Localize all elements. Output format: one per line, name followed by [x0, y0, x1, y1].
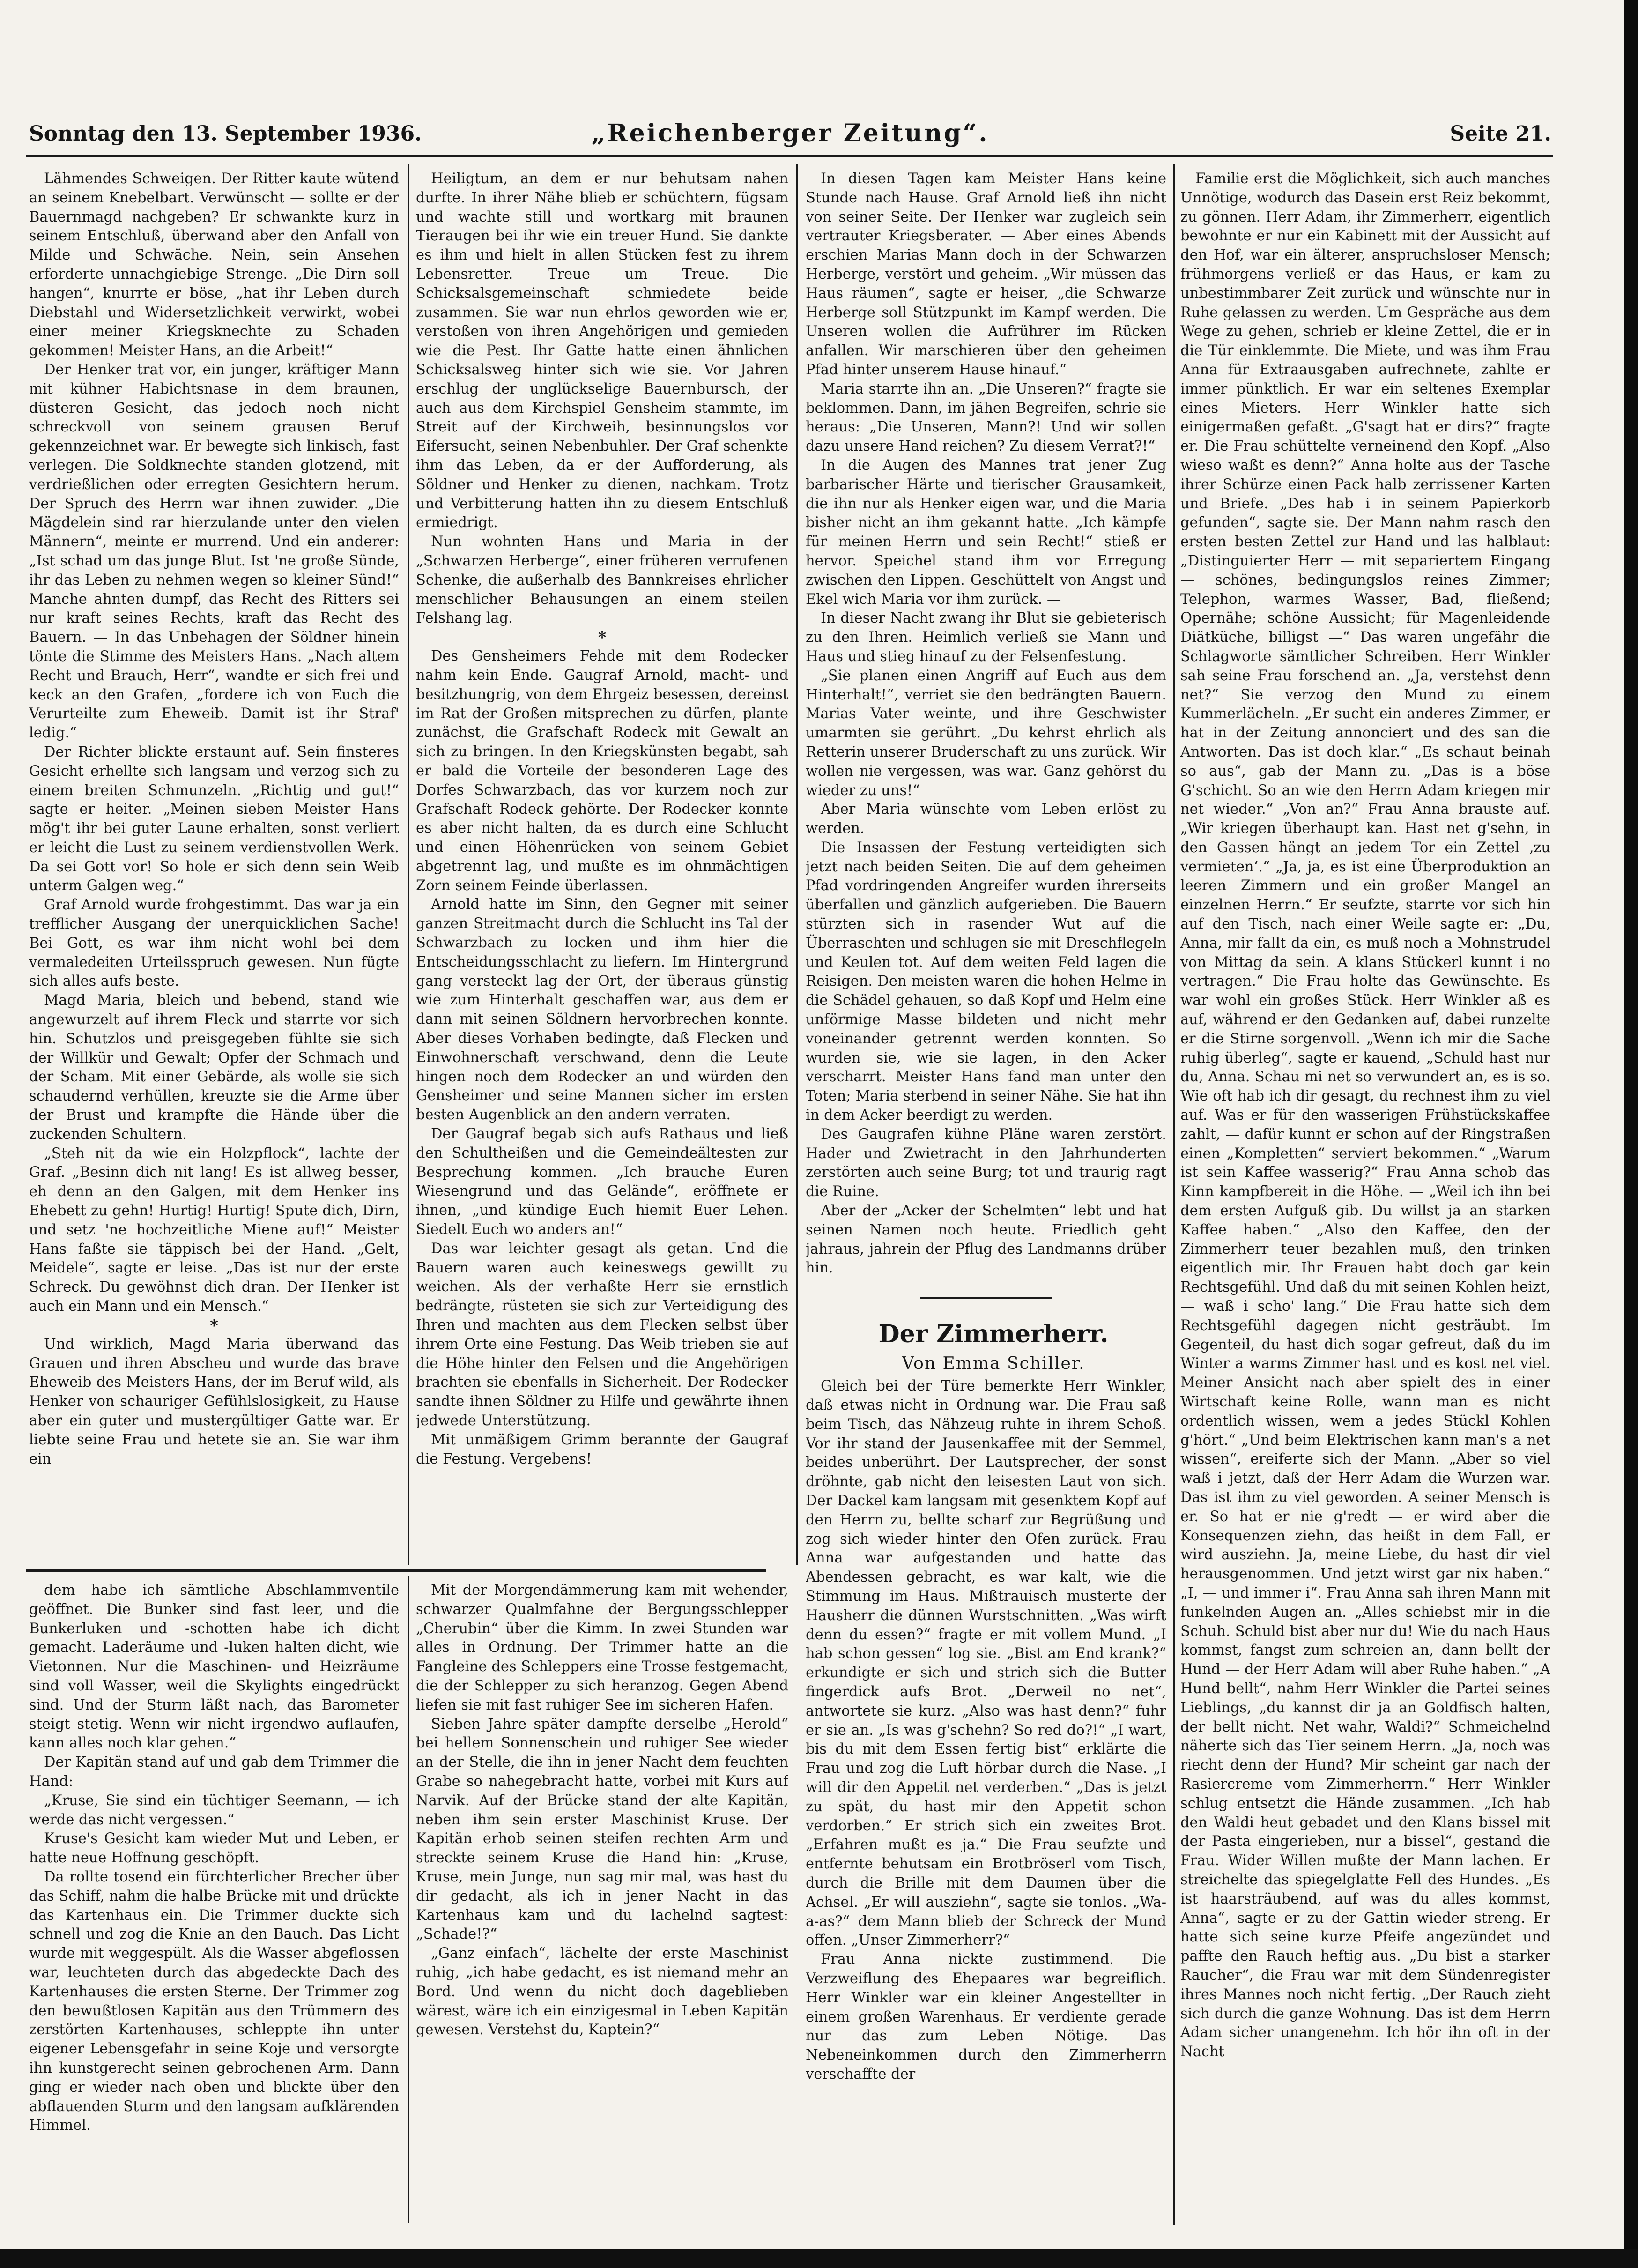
- paragraph: Mit der Morgendämmerung kam mit wehender, schwarzer Qualmfahne der Bergungsschlepper „Cherubin“ über die Kimm. In zwei Stunden war alles in Ordnung. Der Trimmer hatte an die Fangleine des Schleppers eine Trosse festgemacht, die der Schlepper zu sich heranzog. Gegen Abend liefen sie mit fast ruhiger See im sicheren Hafen.: [416, 1582, 788, 1713]
- paragraph: Das war leichter gesagt als getan. Und die Bauern waren auch keineswegs gewillt zu weichen. Als der verhaßte Herr sie ernstlich bedrängte, rüsteten sie sich zur Verteidigung des Ihren und machten aus dem Flecken selbst über ihrem Orte eine Festung. Das Weib trieben sie auf die Höhe hinter den Felsen und die Angehörigen brachten sie ebenfalls in Sicherheit. Der Rodecker sandte ihnen Söldner zu Hilfe und gewährte ihnen jedwede Unterstützung.: [416, 1240, 788, 1429]
- paragraph: Und wirklich, Magd Maria überwand das Grauen und ihren Abscheu und wurde das brave Eheweib des Meisters Hans, der im Beruf wild, als Henker von schauriger Gefühlslosigkeit, zu Hause aber ein guter und mustergültiger Gatte war. Er liebte seine Frau und hetete sie an. Sie war ihm ein: [29, 1336, 399, 1467]
- paragraph: dem habe ich sämtliche Abschlammventile geöffnet. Die Bunker sind fast leer, und die Bunkerluken und -schotten habe ich dicht gemacht. Laderäume und -luken halten dicht, wie Vietonnen. Nur die Maschinen- und Heizräume sind voll Wasser, weil die Skylights eingedrückt sind. Und der Sturm läßt nach, das Barometer steigt stetig. Wenn wir nicht irgendwo auflaufen, kann alles noch klar gehen.“: [29, 1582, 399, 1752]
- paragraph: „Sie planen einen Angriff auf Euch aus dem Hinterhalt!“, verriet sie den bedrängten Bauern. Marias Vater weinte, und ihre Geschwister umarmten sie gerührt. „Du kehrst ehrlich als Retterin unserer Bruderschaft zu uns zurück. Wir wollen nie vergessen, was war. Ganz gehörst du wieder zu uns!“: [806, 667, 1166, 799]
- article-column-3: [806, 170, 1166, 2226]
- story-author: Von Emma Schiller.: [902, 1354, 1085, 1374]
- article-column-1: [29, 170, 399, 1566]
- article-column-2: [416, 170, 788, 1566]
- paragraph: „Steh nit da wie ein Holzpflock“, lachte der Graf. „Besinn dich nit lang! Es ist allweg besser, eh denn an den Galgen, mit dem Henker ins Ehebett zu gehn! Hurtig! Hurtig! Spute dich, Dirn, und setz 'ne hochzeitliche Miene auf!“ Meister Hans faßte sie täppisch bei der Hand. „Gelt, Meidele“, sagte er leise. „Das ist nur der erste Schreck. Du gewöhnst dich dran. Der Henker ist auch ein Mann und ein Mensch.“: [29, 1145, 399, 1315]
- article-column-4: [1180, 170, 1550, 2226]
- header-date: Sonntag den 13. September 1936.: [29, 122, 422, 146]
- section-separator: *: [598, 628, 607, 647]
- paragraph: Frau Anna nickte zustimmend. Die Verzweiflung des Ehepaares war begreiflich. Herr Winkler war ein kleiner Angestellter in einem großen Warenhaus. Er verdiente gerade nur das zum Leben Nötige. Das Nebeneinkommen durch den Zimmerherrn verschaffte der: [806, 1951, 1166, 2082]
- paragraph: In diesen Tagen kam Meister Hans keine Stunde nach Hause. Graf Arnold ließ ihn nicht von seiner Seite. Der Henker war zugleich sein vertrauter Kriegsberater. — Aber eines Abends erschien Marias Mann doch in der Schwarzen Herberge, verstört und geheim. „Wir müssen das Haus räumen“, sagte er heiser, „die Schwarze Herberge soll Stützpunkt im Kampf werden. Die Unseren wollen die Aufrührer im Rücken anfallen. Wir marschieren über den geheimen Pfad hinter unserem Hause hinauf.“: [806, 171, 1166, 378]
- paragraph: Der Kapitän stand auf und gab dem Trimmer die Hand:: [29, 1754, 399, 1790]
- paragraph: Familie erst die Möglichkeit, sich auch manches Unnötige, wodurch das Dasein erst Reiz bekommt, zu gönnen. Herr Adam, ihr Zimmerherr, eigentlich bewohnte er nur ein Kabinett mit der Aussicht auf den Hof, war ein älterer, anspruchsloser Mensch; frühmorgens verließ er das Haus, er kam zu unbestimmbarer Zeit zurück und wünschte nur in Ruhe gelassen zu werden. Um Gespräche aus dem Wege zu gehen, schrieb er kleine Zettel, die er in die Tür einklemmte. Die Miete, und was ihm Frau Anna für Extraausgaben aufrechnete, zahlte er immer pünktlich. Er war ein seltenes Exemplar eines Mieters. Herr Winkler hatte sich einigermaßen gefaßt. „G'sagt hat er dirs?“ fragte er. Die Frau schüttelte verneinend den Kopf. „Also wieso waßt es denn?“ Anna holte aus der Tasche ihrer Schürze einen Pack halb zerrissener Karten und Briefe. „Des hab i in seinem Papierkorb gefunden“, sagte sie. Der Mann nahm rasch den ersten besten Zettel zur Hand und las halblaut: „Distinguierter Herr — mit separiertem Eingang — schönes, bedingungslos reines Zimmer; Telephon, warmes Wasser, Bad, fließend; Opernähe; schöne Aussicht; für Magenleidende Diätküche, billigst —“ Das waren ungefähr die Schlagworte sämtlicher Schreiben. Herr Winkler sah seine Frau forschend an. „Ja, verstehst denn net?“ Sie verzog den Mund zu einem Kummerlächeln. „Er sucht ein anderes Zimmer, er hat in der Zeitung annonciert und des san die Antworten. Das ist doch klar.“ „Es schaut beinah so aus“, gab der Mann zu. „Das is a böse G'schicht. So an wie den Herrn Adam kriegen mir net wieder.“ „Von an?“ Frau Anna brauste auf. „Wir kriegen überhaupt kan. Hast net g'sehn, in den Gassen hängt an jedem Tor ein Zettel ‚zu vermieten‘.“ „Ja, ja, es ist eine Überproduktion an leeren Zimmern und ein großer Mangel an einzelnen Herrn.“ Er seufzte, starrte vor sich hin auf den Tisch, nach einer Weile sagte er: „Du, Anna, mir fallt da ein, es muß noch a Mohnstrudel von Mittag da sein. A klans Stückerl kunnt i no vertragen.“ Die Frau holte das Gewünschte. Es war wohl ein großes Stück. Herr Winkler aß es auf, während er den Gedanken auf, dabei runzelte er die Stirne sorgenvoll. „Wenn ich mir die Sache ruhig überleg“, sagte er kauend, „Schuld hast nur du, Anna. Schau mi net so verwundert an, es is so. Wie oft hab ich dir gesagt, du rechnest ihm zu viel auf. Was er für den wasserigen Frühstückskaffee zahlt, — dafür kunnt er schon auf der Ringstraßen einen „Kompletten“ serviert bekommen.“ „Warum ist sein Kaffee wasserig?“ Frau Anna schob das Kinn kampfbereit in die Höhe. — „Weil ich ihn bei dem ersten Aufguß gib. Du willst ja an starken Kaffee haben.“ „Also den Kaffee, den der Zimmerherr teuer bezahlen muß, den trinken eigentlich mir. Ihr Frauen habt doch gar kein Rechtsgefühl. Und daß du mit seinen Kohlen heizt, — waß i scho' lang.“ Die Frau hatte sich dem Rechtsgefühl dagegen nicht gesträubt. Im Gegenteil, du hast dich sogar gefreut, daß du im Winter a warms Zimmer hast und es kost net viel. Meiner Ansicht nach aber spielt des in einer Wirtschaft keine Rolle, wann man es nicht ordentlich wissen, wem a jedes Stückl Kohlen g'hört.“ „Und beim Elektrischen kann man's a net wissen“, ereiferte sich der Mann. „Aber so viel waß i jetzt, daß der Herr Adam die Wurzen war. Das ist ihm zu viel geworden. A seiner Mensch is er. So hat er nie g'redt — er wird aber die Konsequenzen ziehn, das heißt in dem Fall, er wird ausziehn. Ja, meine Liebe, du hast dir viel herausgenommen. Und jetzt wirst gar nix haben.“ „I, — und immer i“. Frau Anna sah ihren Mann mit funkelnden Augen an. „Alles schiebst mir in die Schuh. Schuld bist aber nur du! Wie du nach Haus kommst, fangst zum schreien an, dann bellt der Hund — der Herr Adam will aber Ruhe haben.“ „A Hund bellt“, nahm Herr Winkler die Partei seines Lieblings, „du kannst dir ja an Goldfisch halten, der bellt nicht. Net wahr, Waldi?“ Schmeichelnd näherte sich das Tier seinem Herrn. „Ja, noch was riecht denn der Hund? Mir scheint gar nach der Rasiercreme vom Zimmerherrn.“ Herr Winkler schlug entsetzt die Hände zusammen. „Ich hab den Waldi heut gebadet und den Klans bissel mit der Pasta eingerieben, nur a bissel“, gestand die Frau. Wider Willen mußte der Mann lachen. Er streichelte das spiegelglatte Fell des Hundes. „Es ist haarsträubend, auf was du alles kommst, Anna“, sagte er zu der Gattin wieder streng. Er hatte sich seine kurze Pfeife angezündet und paffte den Rauch heftig aus. „Du bist a starker Raucher“, die Frau war mit dem Sündenregister ihres Mannes noch nicht fertig. „Der Rauch zieht sich durch die ganze Wohnung. Das ist dem Herrn Adam sicher unangenehm. Ich hör ihn oft in der Nacht: [1180, 171, 1550, 2060]
- scan-border-right: [1624, 0, 1638, 2268]
- lower-article-column-1: [29, 1581, 399, 2223]
- section-rule: [26, 1569, 766, 1572]
- paragraph: Mit unmäßigem Grimm berannte der Gaugraf die Festung. Vergebens!: [416, 1431, 788, 1467]
- paragraph: In dieser Nacht zwang ihr Blut sie gebieterisch zu den Ihren. Heimlich verließ sie Mann und Haus und stieg hinauf zu der Felsenfestung.: [806, 610, 1166, 665]
- column-rule-2: [796, 164, 798, 1565]
- article-column-3-part-b: [806, 1377, 1166, 2084]
- scan-border-bottom: [0, 2249, 1638, 2268]
- column-rule-1: [408, 164, 409, 1565]
- story-title: Der Zimmerherr.: [878, 1320, 1109, 1349]
- paragraph: Der Richter blickte erstaunt auf. Sein finsteres Gesicht erhellte sich langsam und verzog sich zu einem breiten Schmunzeln. „Richtig und gut!“ sagte er heiter. „Meinen sieben Meister Hans mög't ihr bei guter Laune erhalten, sonst verliert er leicht die Lust zu seinem verdienstvollen Werk. Da sei Gott vor! So hole er sich denn sein Weib unterm Galgen weg.“: [29, 744, 399, 894]
- paragraph: „Kruse, Sie sind ein tüchtiger Seemann, — ich werde das nicht vergessen.“: [29, 1792, 399, 1828]
- paragraph: Lähmendes Schweigen. Der Ritter kaute wütend an seinem Knebelbart. Verwünscht — sollte er der Bauernmagd nachgeben? Er schwankte kurz in seinem Entschluß, überwand aber den Anfall von Milde und Schwäche. Nein, sein Ansehen erforderte unnachgiebige Strenge. „Die Dirn soll hangen“, knurrte er böse, „hat ihr Leben durch Diebstahl und Widersetzlichkeit verwirkt, wobei einer meiner Kriegsknechte zu Schaden gekommen! Meister Hans, an die Arbeit!“: [29, 171, 399, 359]
- newspaper-name: „Reichenberger Zeitung“.: [591, 119, 989, 148]
- paragraph: Magd Maria, bleich und bebend, stand wie angewurzelt auf ihrem Fleck und starrte vor sich hin. Schutzlos und preisgegeben fühlte sie sich der Willkür und Gewalt; Opfer der Schmach und der Scham. Mit einer Gebärde, als wolle sie sich schaudernd verhüllen, kreuzte sie die Arme über der Brust und krampfte die Hände über die zuckenden Schultern.: [29, 992, 399, 1143]
- paragraph: Die Insassen der Festung verteidigten sich jetzt nach beiden Seiten. Die auf dem geheimen Pfad vordringenden Angreifer wurden ihrerseits überfallen und gänzlich aufgerieben. Die Bauern stürzten sich in rasender Wut auf die Überraschten und schlugen sie mit Dreschflegeln und Keulen tot. Auf dem weiten Feld lagen die Reisigen. Den meisten waren die hohen Helme in die Schädel gehauen, so daß Kopf und Helm eine unförmige Masse bildeten und nicht mehr voneinander getrennt werden konnten. So wurden sie, wie sie lagen, in den Acker verscharrt. Meister Hans fand man unter den Toten; Maria sterbend in seiner Nähe. Sie hat ihn in dem Acker beerdigt zu werden.: [806, 839, 1166, 1124]
- paragraph: Sieben Jahre später dampfte derselbe „Herold“ bei hellem Sonnenschein und ruhiger See wieder an der Stelle, die ihn in jener Nacht dem feuchten Grabe so nahegebracht hatte, vorbei mit Kurs auf Narvik. Auf der Brücke stand der alte Kapitän, neben ihm sein erster Maschinist Kruse. Der Kapitän erhob seinen steifen rechten Arm und streckte seinem Kruse die Hand hin: „Kruse, Kruse, mein Junge, nun sag mir mal, was hast du dir gedacht, als ich in jener Nacht in das Kartenhaus kam und du lachelnd sagtest: „Schade!?“: [416, 1716, 788, 1943]
- story-separator: [920, 1297, 1052, 1299]
- paragraph: Der Henker trat vor, ein junger, kräftiger Mann mit kühner Habichtsnase in dem braunen, düsteren Gesicht, das jedoch noch nicht schreckvoll von seinem grausen Beruf gekennzeichnet war. Er bewegte sich linkisch, fast verlegen. Die Soldknechte standen glotzend, mit verdrießlichen oder erregten Gesichtern herum. Der Spruch des Herrn war ihnen zuwider. „Die Mägdelein sind rar hierzulande unter den vielen Männern“, meinte er murrend. Und ein anderer: „Ist schad um das junge Blut. Ist 'ne große Sünde, ihr das Leben zu nehmen wegen so kleiner Sünd!“ Manche ahnten dumpf, das Recht des Ritters sei nur kraft seines Rechts, kraft das Recht des Bauern. — In das Unbehagen der Söldner hinein tönte die Stimme des Meisters Hans. „Nach altem Recht und Brauch, Herr“, wandte er sich frei und keck an den Grafen, „fordere ich von Euch die Verurteilte zum Eheweib. Damit ist ihr Straf' ledig.“: [29, 361, 399, 742]
- paragraph: Graf Arnold wurde frohgestimmt. Das war ja ein trefflicher Ausgang der unerquicklichen Sache! Bei Gott, es war ihm nicht wohl bei dem vermaledeiten Urteilsspruch gewesen. Nun fügte sich alles aufs beste.: [29, 897, 399, 990]
- paragraph: „Ganz einfach“, lächelte der erste Maschinist ruhig, „ich habe gedacht, es ist niemand mehr an Bord. Und wenn du nicht doch dageblieben wärest, wäre ich ein einzigesmal in Leben Kapitän gewesen. Verstehst du, Kaptein?“: [416, 1945, 788, 2038]
- paragraph: Da rollte tosend ein fürchterlicher Brecher über das Schiff, nahm die halbe Brücke mit und drückte das Kartenhaus ein. Die Trimmer duckte sich schnell und zog die Knie an den Bauch. Das Licht wurde mit weggespült. Als die Wasser abgeflossen war, leuchteten durch das abgedeckte Dach des Kartenhauses die ersten Sterne. Der Trimmer zog den bewußtlosen Kapitän aus den Trümmern des zerstörten Kartenhauses, schleppte ihn unter eigener Lebensgefahr in seine Koje und versorgte ihn kunstgerecht seinen gebrochenen Arm. Dann ging er wieder nach oben und blickte über den abflauenden Sturm und den langsam aufklärenden Himmel.: [29, 1868, 399, 2134]
- paragraph: Des Gaugrafen kühne Pläne waren zerstört. Hader und Zwietracht in den Jahrhunderten zerstörten auch seine Burg; tot und traurig ragt die Ruine.: [806, 1126, 1166, 1200]
- paragraph: In die Augen des Mannes trat jener Zug barbarischer Härte und tierischer Grausamkeit, die ihn nur als Henker eigen war, und die Maria bisher nicht an ihm gekannt hatte. „Ich kämpfe für meinen Herrn und sein Recht!“ stieß er hervor. Speichel stand ihm vor Erregung zwischen den Lippen. Geschüttelt von Angst und Ekel wich Maria vor ihm zurück. —: [806, 457, 1166, 608]
- section-separator: *: [210, 1316, 218, 1335]
- paragraph: Aber Maria wünschte vom Leben erlöst zu werden.: [806, 801, 1166, 837]
- paragraph: Arnold hatte im Sinn, den Gegner mit seiner ganzen Streitmacht durch die Schlucht ins Tal der Schwarzbach zu locken und ihm hier die Entscheidungsschlacht zu liefern. Im Hintergrund gang versteckt lag der Ort, der überaus günstig wie zum Hinterhalt geschaffen war, aus dem er dann mit seinen Söldnern hervorbrechen konnte. Aber dieses Vorhaben bedingte, daß Flecken und Einwohnerschaft verschwand, denn die Leute hingen noch dem Rodecker an und würden den Gensheimer und seine Mannen sicher im ersten besten Augenblick an den andern verraten.: [416, 896, 788, 1123]
- lower-article-column-2: [416, 1581, 788, 2223]
- paragraph: Nun wohnten Hans und Maria in der „Schwarzen Herberge“, einer früheren verrufenen Schenke, die außerhalb des Bannkreises ehrlicher menschlicher Behausungen an einem steilen Felshang lag.: [416, 534, 788, 627]
- paragraph: Des Gensheimers Fehde mit dem Rodecker nahm kein Ende. Gaugraf Arnold, macht- und besitzhungrig, von dem Ehrgeiz besessen, dereinst im Rat der Großen mitsprechen zu dürfen, plante zunächst, die Grafschaft Rodeck mit Gewalt an sich zu bringen. In den Kriegskünsten begabt, sah er bald die Vorteile der besonderen Lage des Dorfes Schwarzbach, das vor kurzem noch zur Grafschaft Rodeck gehörte. Der Rodecker konnte es aber nicht halten, da es durch eine Schlucht und einen Höhenrücken von seinem Gebiet abgetrennt lag, und mußte es im ohnmächtigen Zorn seinem Feinde überlassen.: [416, 648, 788, 894]
- paragraph: Der Gaugraf begab sich aufs Rathaus und ließ den Schultheißen und die Gemeindeältesten zur Besprechung kommen. „Ich brauche Euren Wiesengrund und das Gelände“, eröffnete er ihnen, „und kündige Euch hiemit Euer Lehen. Siedelt Euch wo anders an!“: [416, 1126, 788, 1238]
- paragraph: Maria starrte ihn an. „Die Unseren?“ fragte sie beklommen. Dann, im jähen Begreifen, schrie sie heraus: „Die Unseren, Mann?! Und wir sollen dazu unsere Hand reichen? Zu diesem Verrat?!“: [806, 380, 1166, 455]
- paragraph: Aber der „Acker der Schelmten“ lebt und hat seinen Namen noch heute. Friedlich geht jahraus, jahrein der Pflug des Landmanns drüber hin.: [806, 1203, 1166, 1277]
- paragraph: Kruse's Gesicht kam wieder Mut und Leben, er hatte neue Hoffnung geschöpft.: [29, 1830, 399, 1866]
- page-number: Seite 21.: [1450, 122, 1551, 146]
- page-header: [29, 108, 1551, 159]
- header-rule: [26, 155, 1553, 157]
- column-rule-lower: [408, 1576, 409, 2223]
- column-rule-3: [1173, 164, 1175, 2225]
- paragraph: Heiligtum, an dem er nur behutsam nahen durfte. In ihrer Nähe blieb er schüchtern, fügsam und wachte still und wortkarg mit braunen Tieraugen bei ihr wie ein treuer Hund. Sie dankte es ihm und hielt in allen Stücken fest zu ihrem Lebensretter. Treue um Treue. Die Schicksalsgemeinschaft schmiedete beide zusammen. Sie war nun ehrlos geworden wie er, verstoßen von ihren Angehörigen und gemieden wie die Pest. Ihr Gatte hatte einen ähnlichen Schicksalsweg hinter sich wie sie. Vor Jahren erschlug der unglückselige Bauernbursch, der auch aus dem Kirchspiel Gensheim stammte, im Streit auf der Kirchweih, besinnungslos vor Eifersucht, seinen Nebenbuhler. Der Graf schenkte ihm das Leben, da er der Aufforderung, als Söldner und Henker zu dienen, nachkam. Trotz und Verbitterung hatten ihn zu diesem Entschluß ermiedrigt.: [416, 171, 788, 531]
- paragraph: Gleich bei der Türe bemerkte Herr Winkler, daß etwas nicht in Ordnung war. Die Frau saß beim Tisch, das Nähzeug ruhte in ihrem Schoß. Vor ihr stand der Jausenkaffee mit der Semmel, beides unberührt. Der Lautsprecher, der sonst dröhnte, gab nicht den leisesten Laut von sich. Der Dackel kam langsam mit gesenktem Kopf auf den Herrn zu, bellte scharf zur Begrüßung und zog sich wieder hinter den Ofen zurück. Frau Anna war aufgestanden und hatte das Abendessen gebracht, es war kalt, wie die Stimmung im Haus. Mißtrauisch musterte der Hausherr die dünnen Wurstschnitten. „Was wirft denn du essen?“ fragte er mit vollem Mund. „I hab schon gessen“ log sie. „Bist am End krank?“ erkundigte er sich und strich sich die Butter fingerdick aufs Brot. „Derweil no net“, antwortete sie kurz. „Also was hast denn?“ fuhr er sie an. „Is was g'schehn? So red do?!“ „I wart, bis du mit dem Essen fertig bist“ erklärte die Frau und zog die Luft hörbar durch die Nase. „I will dir den Appetit net verderben.“ „Das is jetzt zu spät, du hast mir den Appetit schon verdorben.“ Er strich sich ein zweites Brot. „Erfahren mußt es ja.“ Die Frau seufzte und entfernte behutsam ein Brotbröserl vom Tisch, durch die Brille mit dem Daumen über die Achsel. „Er will ausziehn“, sagte sie tonlos. „Wa-a-as?“ dem Mann blieb der Schreck der Mund offen. „Unser Zimmerherr?“: [806, 1378, 1166, 1949]
- article-column-3-part-a: [806, 170, 1166, 1278]
